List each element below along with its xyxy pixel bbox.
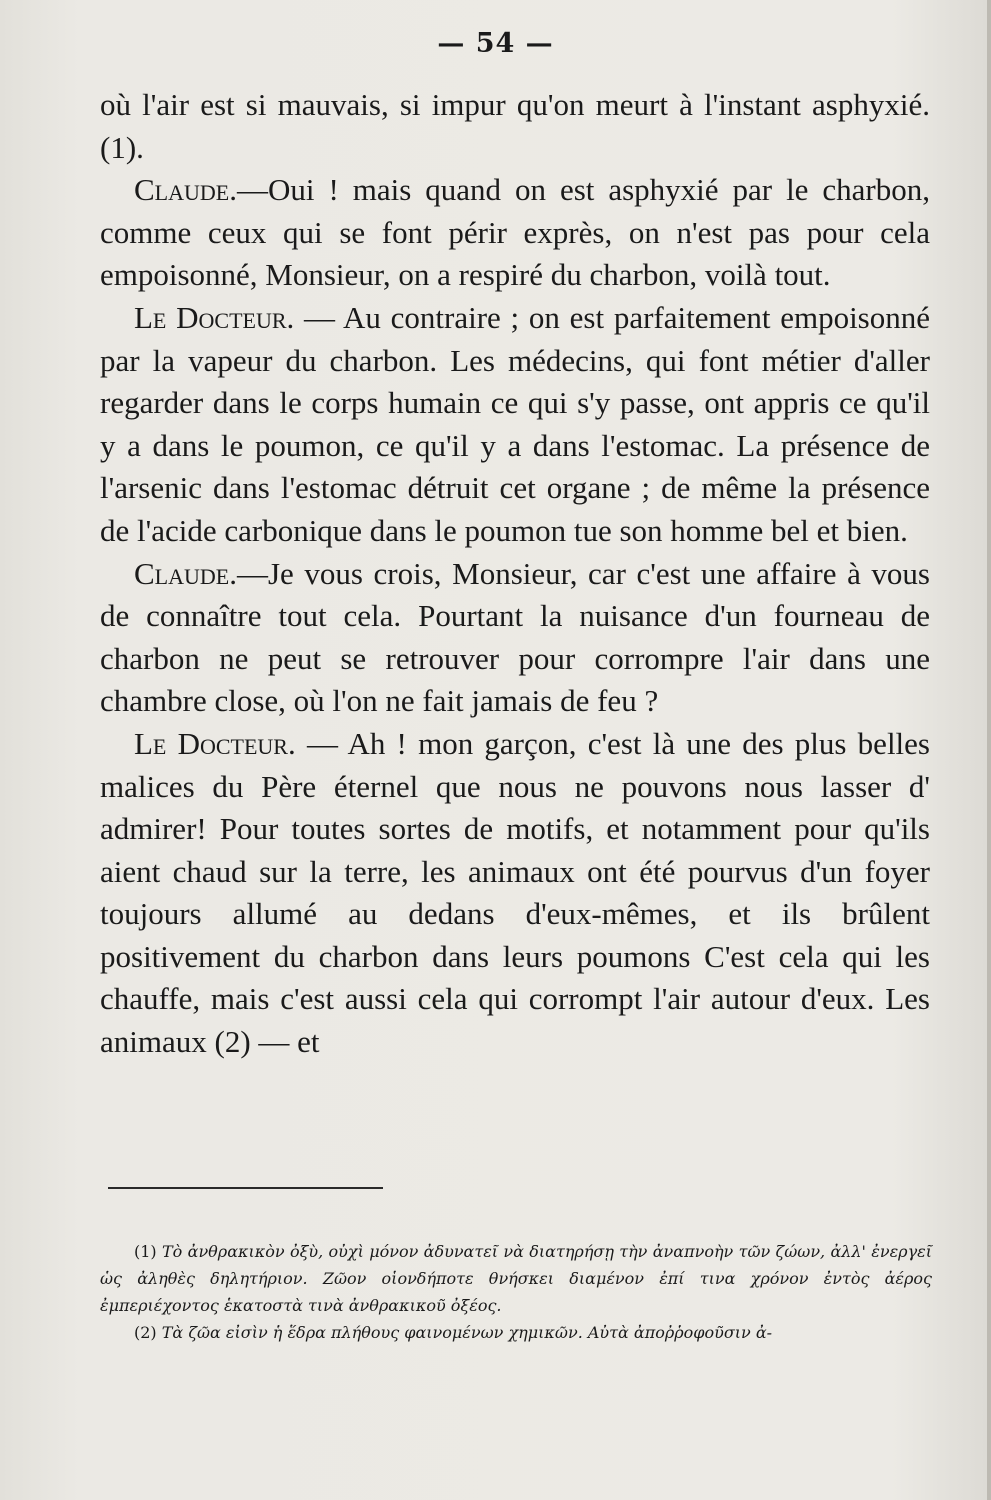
- dialogue-docteur-2: [100, 723, 930, 1064]
- footnote-text: Τὰ ζῶα εἰσὶν ἡ ἕδρα πλήθους φαινομένων χημικῶν. Αὐτὰ ἀποῤῥοφοῦσιν ἀ-: [156, 1323, 773, 1342]
- dialogue-claude-1: [100, 169, 930, 297]
- footnote-marker: (2): [134, 1323, 157, 1342]
- page-number: — 54 —: [437, 28, 554, 59]
- speaker-label: Claude.: [134, 172, 237, 208]
- dialogue-text: — Au contraire ; on est parfaitement empoisonné par la vapeur du charbon. Les médecins, qui font métier d'aller regarder dans le corps humain ce qui s'y passe, ont appris ce qu'il y a dans le poumon, ce qu'il y a dans l'estomac. La présence de l'arsenic dans l'estomac détruit cet organe ; de même la présence de l'acide carbonique dans le poumon tue son homme bel et bien.: [100, 299, 931, 548]
- speaker-label: Claude.: [134, 555, 237, 591]
- speaker-label: Le Docteur.: [134, 299, 295, 335]
- footnote-1: [100, 1238, 932, 1319]
- dialogue-text: —Oui ! mais quand on est asphyxié par le charbon, comme ceux qui se font périr exprès, on n'est pas pour cela empoisonné, Monsieur, on a respiré du charbon, voilà tout.: [100, 172, 930, 293]
- paragraph-continuation: où l'air est si mauvais, si impur qu'on meurt à l'instant asphyxié. (1).: [100, 87, 930, 165]
- dialogue-claude-2: [100, 553, 930, 723]
- footnote-2: [100, 1319, 932, 1346]
- speaker-label: Le Docteur.: [134, 725, 296, 761]
- footnote-marker: (1): [134, 1242, 157, 1261]
- page-edge: [987, 0, 991, 1500]
- dialogue-text: — Ah ! mon garçon, c'est là une des plus belles malices du Père éternel que nous ne pouvons nous lasser d' admirer! Pour toutes sortes de motifs, et notamment pour qu'ils aient chaud sur la terre, les animaux ont été pourvus d'un foyer toujours allumé au dedans d'eux-mêmes, et ils brûlent positivement du charbon dans leurs poumons C'est cela qui les chauffe, mais c'est aussi cela qui corrompt l'air autour d'eux. Les animaux (2) — et: [100, 725, 930, 1060]
- dialogue-docteur-1: [100, 297, 930, 553]
- footnotes: [100, 1238, 932, 1346]
- footnote-divider: [108, 1187, 383, 1189]
- main-text: [100, 84, 930, 1064]
- footnote-text: Τὸ ἀνθρακικὸν ὀξὺ, οὐχὶ μόνον ἀδυνατεῖ νὰ διατηρήσῃ τὴν ἀναπνοὴν τῶν ζώων, ἀλλ' ἐνεργεῖ ὡς ἀληθὲς δηλητήριον. Ζῶον οἱονδήποτε θνήσκει διαμένον ἐπί τινα χρόνον ἐντὸς ἀέρος ἐμπεριέχοντος ἑκατοστὰ τινὰ ἀνθρακικοῦ ὀξέος.: [100, 1242, 932, 1315]
- dialogue-text: —Je vous crois, Monsieur, car c'est une affaire à vous de connaître tout cela. Pourtant la nuisance d'un fourneau de charbon ne peut se retrouver pour corrompre l'air dans une chambre close, où l'on ne fait jamais de feu ?: [100, 555, 930, 719]
